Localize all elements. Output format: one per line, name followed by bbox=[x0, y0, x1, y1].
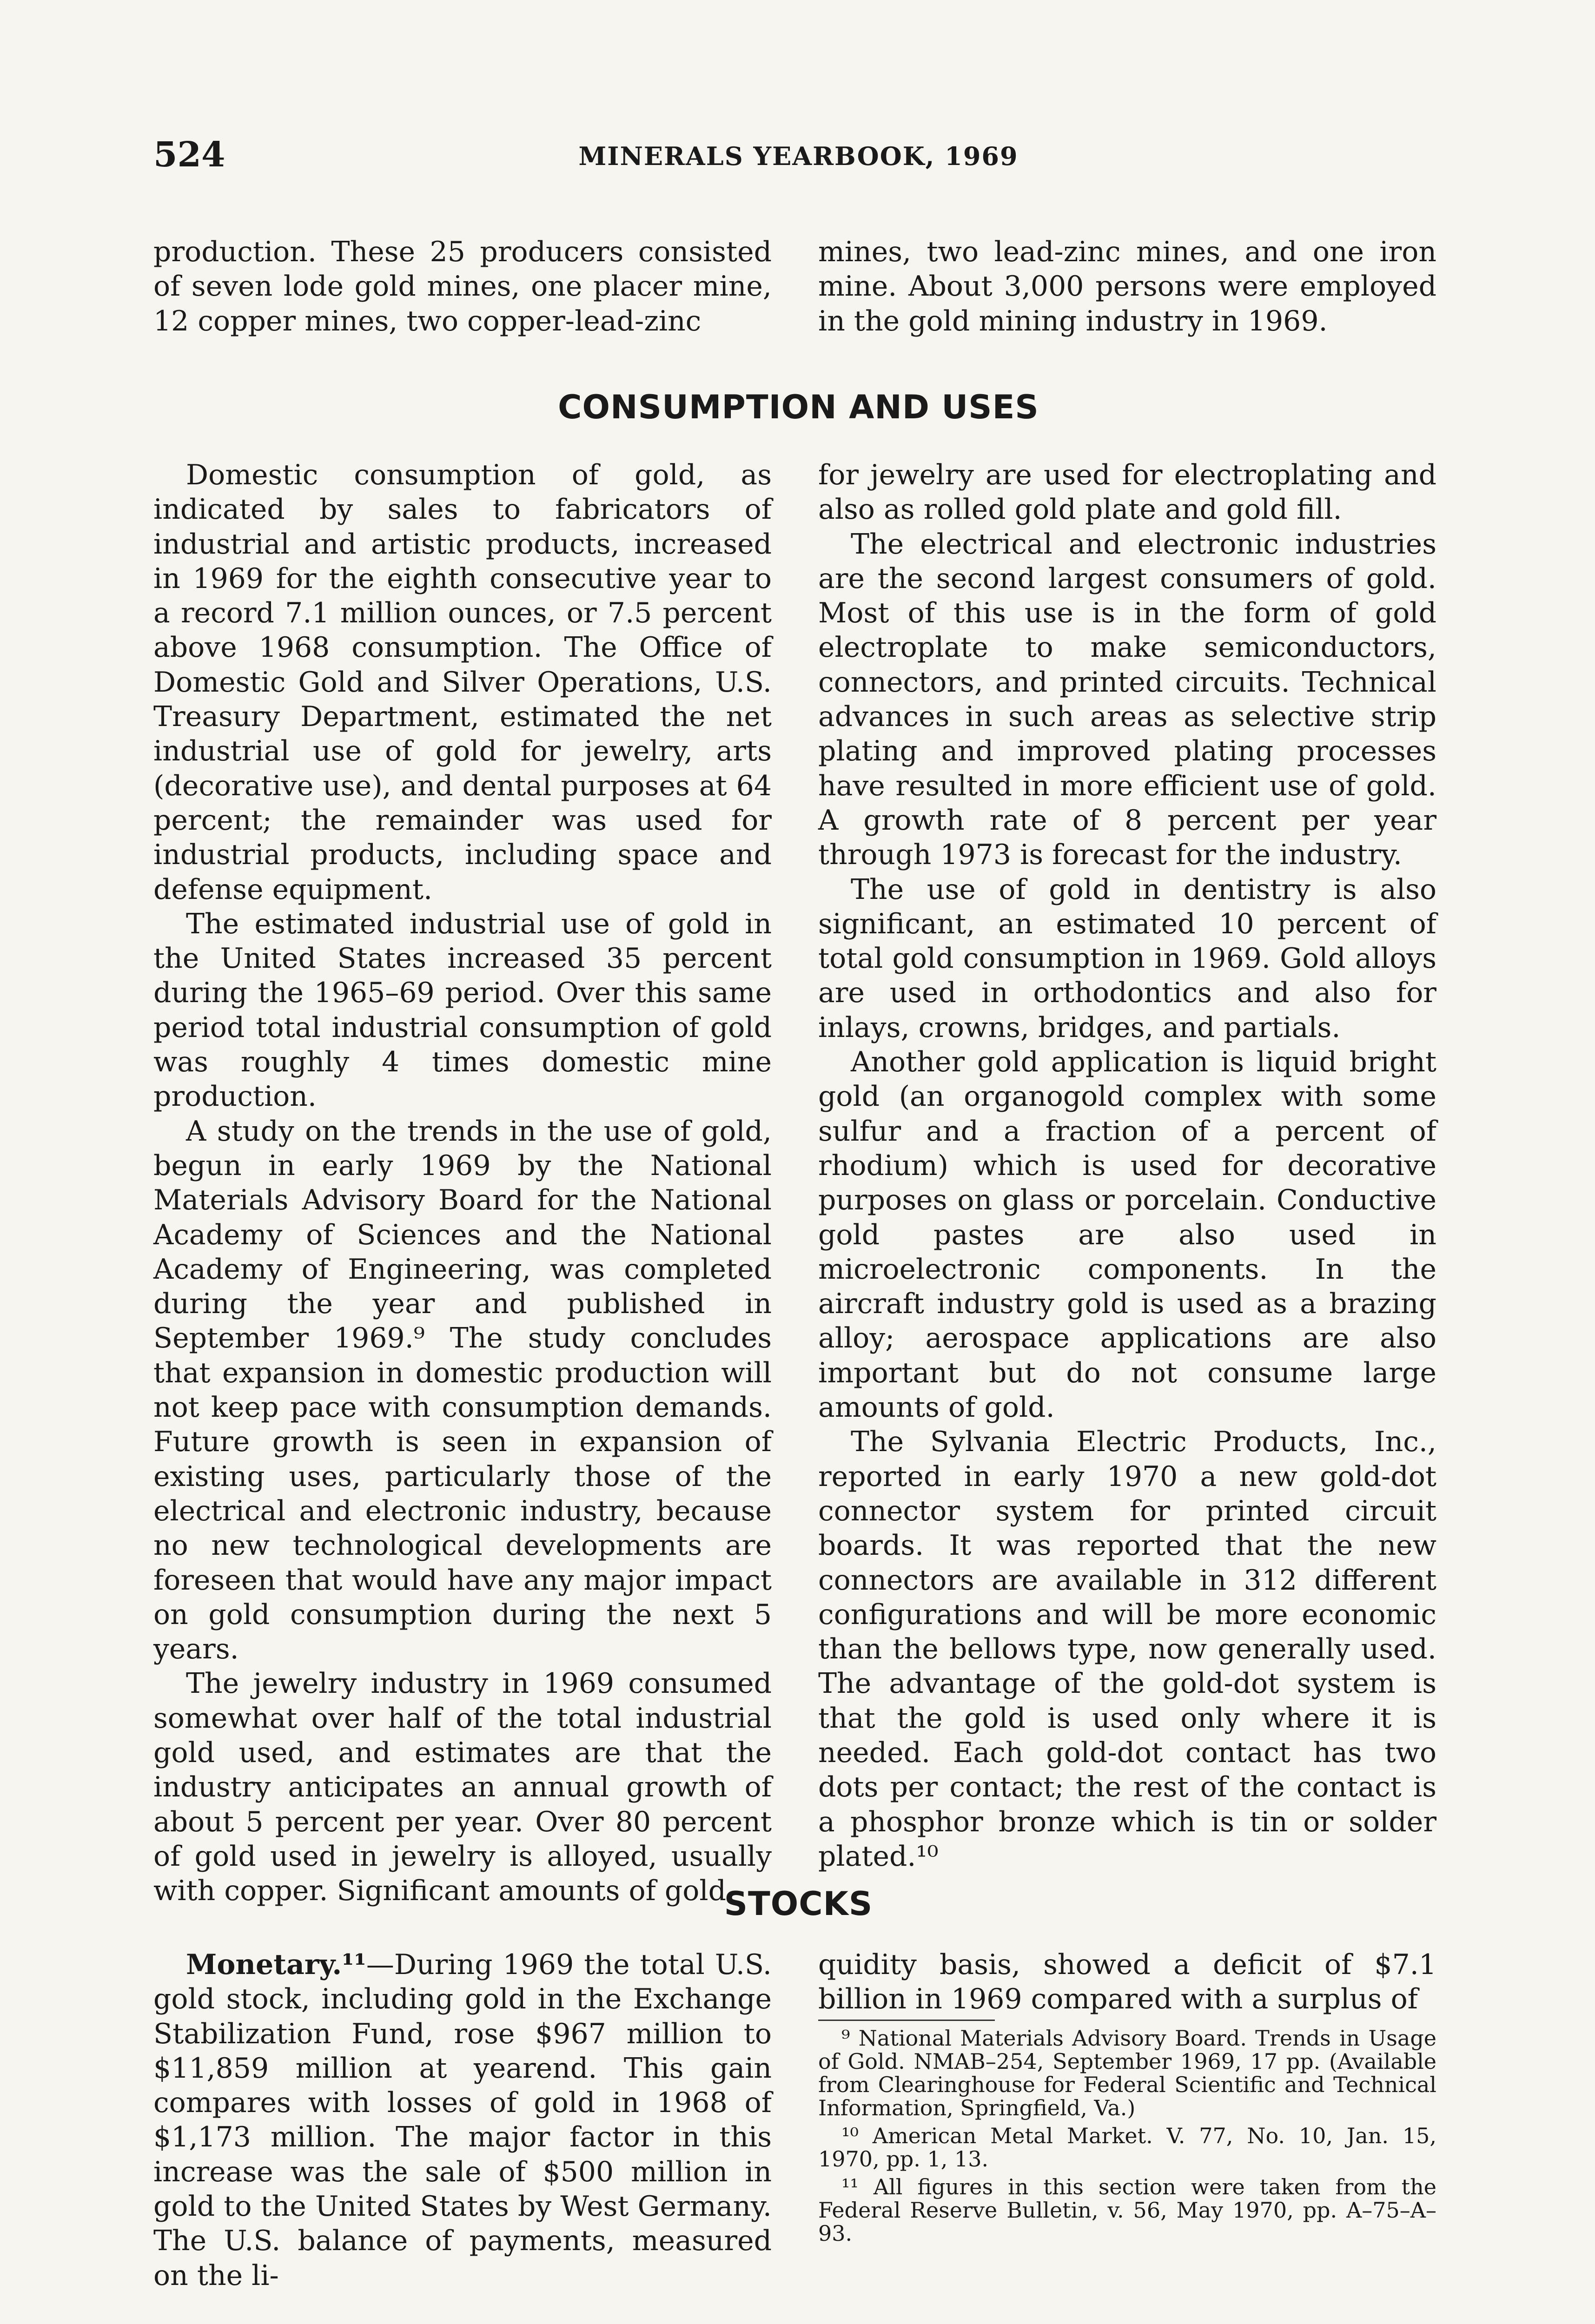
page-number: 524 bbox=[153, 135, 225, 175]
paragraph: quidity basis, showed a deficit of $7.1 billion in 1969 compared with a surplus of bbox=[818, 1948, 1436, 2016]
paragraph: Domestic consumption of gold, as indicated by sales to fabricators of industrial and artistic products, increased in 1969 for the eighth consecutive year to a record 7.1 million ounces, or 7.5 percent above 1968 consumption. The Office of Domestic Gold and Silver Operations, U.S. Treasury Department, estimated the net industrial use of gold for jewelry, arts (decorative use), and dental purposes at 64 percent; the remainder was used for industrial products, including space and defense equipment. bbox=[153, 459, 772, 906]
paragraph: Another gold application is liquid bright gold (an organogold complex with some sulfur and a fraction of a percent of rhodium) which is used for decorative purposes on glass or porcelain. Conductive gold pastes are also used in microelectronic components. In the aircraft industry gold is used as a brazing alloy; aerospace applications are also important but do not consume large amounts of gold. bbox=[818, 1046, 1436, 1424]
paragraph: The electrical and electronic industries are the second largest consumers of gold. Most of this use is in the form of gold electroplate to make semiconductors, connectors, and printed circuits. Technical advances in such areas as selective strip plating and improved plating processes have resulted in more efficient use of gold. A growth rate of 8 percent per year through 1973 is forecast for the industry. bbox=[818, 528, 1436, 872]
monetary-text: —During 1969 the total U.S. gold stock, including gold in the Exchange Stabilization Fund, rose $967 million to $11,859 million at yearend. This gain compares with losses of gold in 1968 of $1,173 million. The major factor in this increase was the sale of $500 million in gold to the United States by West Germany. The U.S. balance of payments, measured on the li- bbox=[153, 1948, 772, 2292]
footnote-divider bbox=[818, 2020, 995, 2021]
paragraph: The jewelry industry in 1969 consumed somewhat over half of the total industrial gold used, and estimates are that the industry anticipates an annual growth of about 5 percent per year. Over 80 percent of gold used in jewelry is alloyed, usually with copper. Significant amounts of gold bbox=[153, 1667, 772, 1908]
footnote-9: ⁹ National Materials Advisory Board. Trends in Usage of Gold. NMAB–254, September 1969, 17 pp. (Available from Clearinghouse for Federal Scientific and Technical Information, Springfield, Va.) bbox=[818, 2025, 1436, 2120]
paragraph: The use of gold in dentistry is also significant, an estimated 10 percent of total gold consumption in 1969. Gold alloys are used in orthodontics and also for inlays, crowns, bridges, and partials. bbox=[818, 873, 1436, 1044]
running-title: MINERALS YEARBOOK, 1969 bbox=[578, 141, 1019, 171]
intro-right-paragraph: mines, two lead-zinc mines, and one iron mine. About 3,000 persons were employed in the gold mining industry in 1969. bbox=[818, 236, 1436, 337]
consumption-heading: CONSUMPTION AND USES bbox=[558, 388, 1039, 426]
intro-right-column bbox=[818, 235, 1436, 338]
paragraph: The estimated industrial use of gold in the United States increased 35 percent during the 1965–69 period. Over this same period total industrial consumption of gold was roughly 4 times domestic mine production. bbox=[153, 907, 772, 1113]
paragraph bbox=[153, 1948, 772, 2293]
stocks-heading: STOCKS bbox=[724, 1885, 873, 1923]
monetary-label: Monetary.¹¹ bbox=[186, 1948, 366, 1981]
stocks-right-column bbox=[818, 1948, 1436, 2250]
consumption-left-column bbox=[153, 458, 772, 1908]
footnote-11: ¹¹ All figures in this section were taken from the Federal Reserve Bulletin, v. 56, May 1970, pp. A–75–A–93. bbox=[818, 2174, 1436, 2246]
footnote-10: ¹⁰ American Metal Market. V. 77, No. 10, Jan. 15, 1970, pp. 1, 13. bbox=[818, 2123, 1436, 2172]
page-header bbox=[153, 135, 1443, 186]
consumption-right-column bbox=[818, 458, 1436, 1874]
paragraph: for jewelry are used for electroplating and also as rolled gold plate and gold fill. bbox=[818, 459, 1436, 526]
intro-left-paragraph: production. These 25 producers consisted of seven lode gold mines, one placer mine, 12 copper mines, two copper-lead-zinc bbox=[153, 236, 772, 337]
intro-left-column bbox=[153, 235, 772, 338]
paragraph: The Sylvania Electric Products, Inc., reported in early 1970 a new gold-dot connector system for printed circuit boards. It was reported that the new connectors are available in 312 different configurations and will be more economic than the bellows type, now generally used. The advantage of the gold-dot system is that the gold is used only where it is needed. Each gold-dot contact has two dots per contact; the rest of the contact is a phosphor bronze which is tin or solder plated.¹⁰ bbox=[818, 1426, 1436, 1873]
paragraph: A study on the trends in the use of gold, begun in early 1969 by the National Materials Advisory Board for the National Academy of Sciences and the National Academy of Engineering, was completed during the year and published in September 1969.⁹ The study concludes that expansion in domestic production will not keep pace with consumption demands. Future growth is seen in expansion of existing uses, particularly those of the electrical and electronic industry, because no new technological developments are foreseen that would have any major impact on gold consumption during the next 5 years. bbox=[153, 1115, 772, 1666]
footnotes bbox=[818, 2027, 1436, 2245]
stocks-left-column bbox=[153, 1948, 772, 2293]
